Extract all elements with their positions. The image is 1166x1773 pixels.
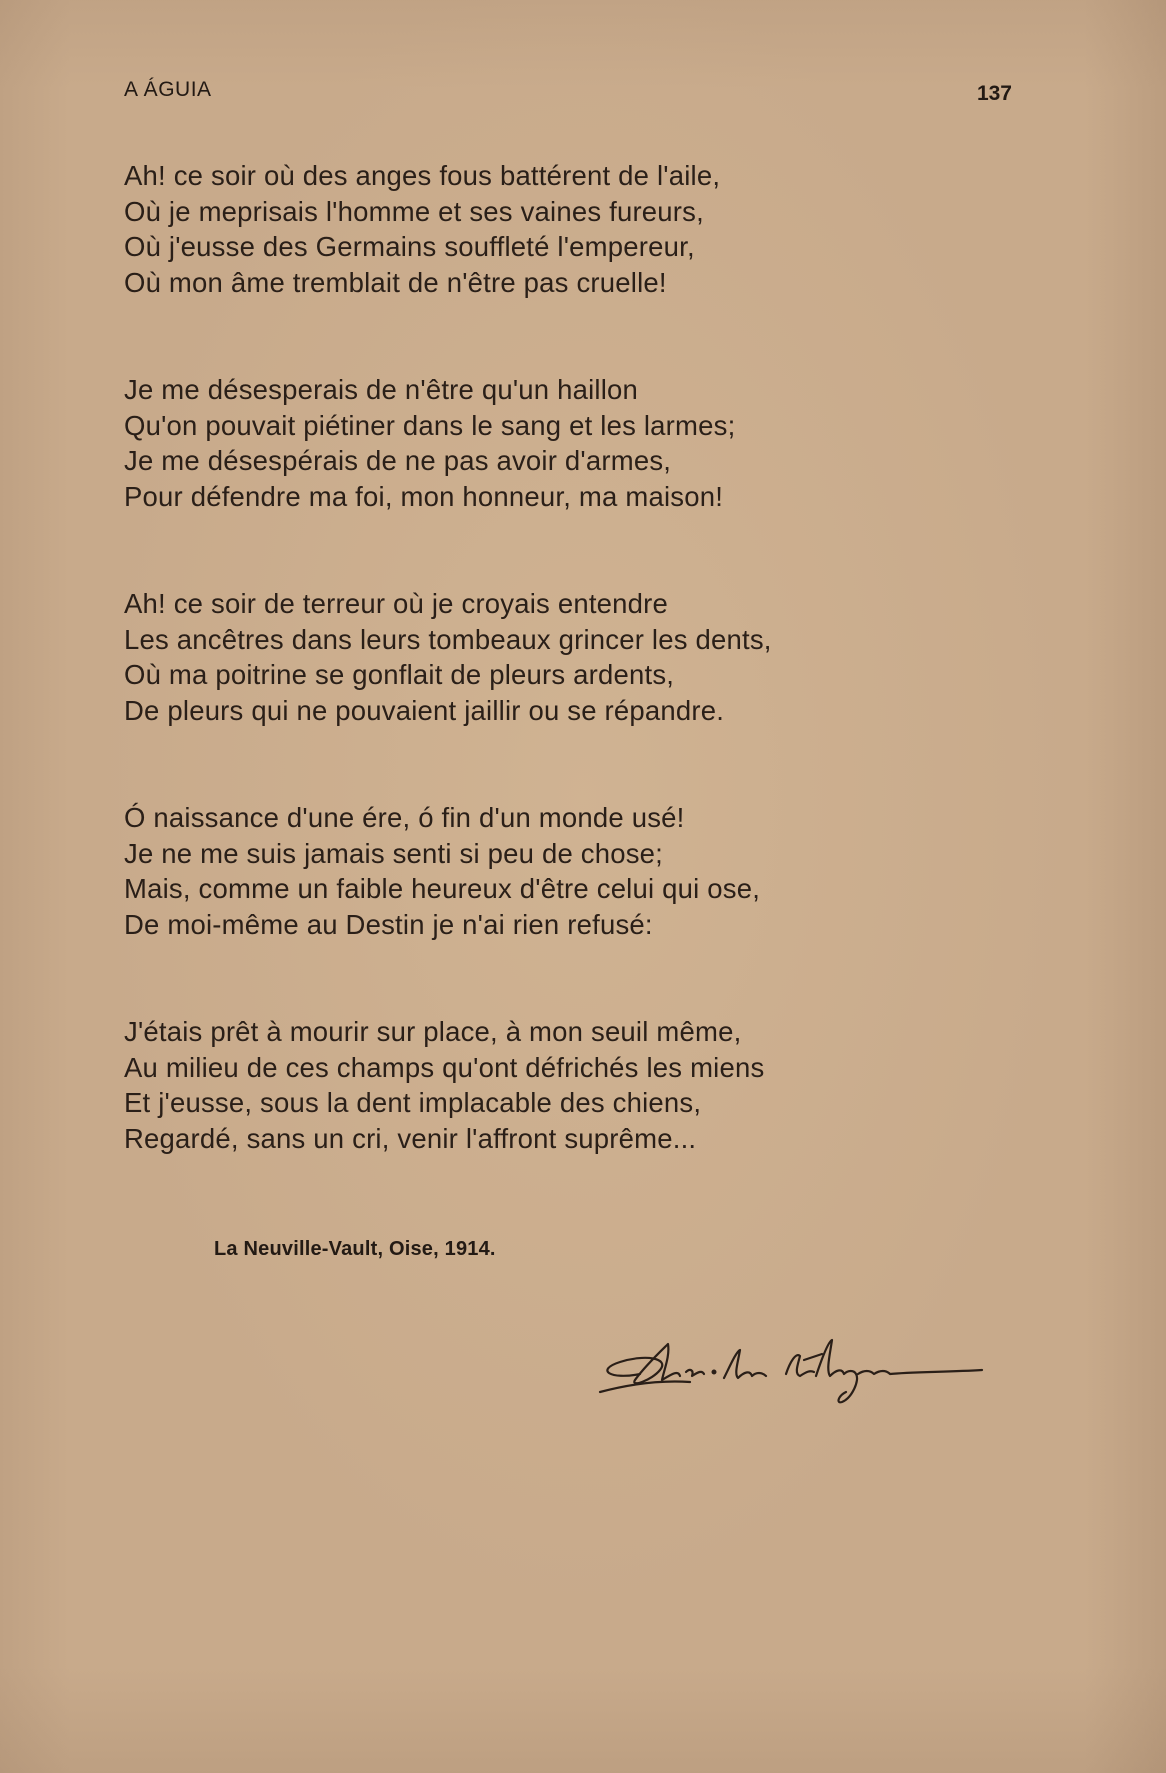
poem-line: Je ne me suis jamais senti si peu de chose; — [124, 837, 664, 869]
poem-line: J'étais prêt à mourir sur place, à mon seuil même, — [124, 1016, 742, 1047]
poem-line: Je me désespérais de ne pas avoir d'armes, — [124, 445, 672, 476]
poem-line: Où je meprisais l'homme et ses vaines fureurs, — [124, 195, 704, 227]
poem-line: Où ma poitrine se gonflait de pleurs ardents, — [124, 659, 675, 690]
poem-line: Je me désesperais de n'être qu'un haillon — [124, 374, 639, 405]
poem-line: De moi-même au Destin je n'ai rien refusé: — [124, 908, 653, 940]
poem-line: Ah! ce soir de terreur où je croyais entendre — [124, 588, 669, 619]
poem-line: Où mon âme tremblait de n'être pas cruelle! — [124, 266, 667, 298]
poem-line: Au milieu de ces champs qu'ont défrichés les miens — [124, 1051, 765, 1083]
poem-line: Où j'eusse des Germains souffleté l'empereur, — [124, 231, 695, 262]
poem-line: Ó naissance d'une ére, ó fin d'un monde usé! — [124, 802, 685, 833]
stanza — [124, 586, 944, 728]
poem-line: Qu'on pouvait piétiner dans le sang et les larmes; — [124, 409, 736, 441]
place-date: La Neuville-Vault, Oise, 1914. — [214, 1238, 496, 1260]
poem-line: Ah! ce soir où des anges fous battérent de l'aile, — [124, 160, 721, 191]
poem-line: Et j'eusse, sous la dent implacable des chiens, — [124, 1087, 702, 1118]
poem-line: Les ancêtres dans leurs tombeaux grincer les dents, — [124, 623, 772, 655]
poem-line: Regardé, sans un cri, venir l'affront suprême... — [124, 1122, 697, 1154]
poem-line: Pour défendre ma foi, mon honneur, ma maison! — [124, 480, 724, 512]
running-title: A ÁGUIA — [124, 78, 212, 101]
poem-line: Mais, comme un faible heureux d'être celui qui ose, — [124, 873, 761, 904]
stanza — [124, 1014, 944, 1156]
poem-line: De pleurs qui ne pouvaient jaillir ou se répandre. — [124, 694, 725, 726]
stanza — [124, 158, 944, 300]
stanza — [124, 800, 944, 942]
signature — [590, 1322, 990, 1422]
page-header — [124, 78, 1012, 112]
stanza — [124, 372, 944, 514]
page-number: 137 — [976, 82, 1012, 105]
poem — [124, 158, 944, 1228]
